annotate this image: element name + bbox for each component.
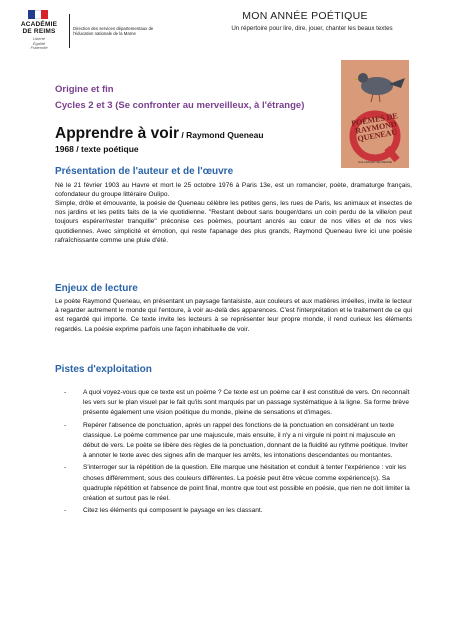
header-subtitle: Un répertoire pour lire, dire, jouer, chanter les beaux textes: [231, 25, 393, 32]
list-item: [64, 421, 412, 462]
header-divider: [69, 14, 70, 48]
work-date: 1968 / texte poétique: [55, 144, 139, 154]
section-title-pistes: Pistes d'exploitation: [55, 364, 152, 375]
section-title-presentation: Présentation de l'auteur et de l'œuvre: [55, 166, 234, 177]
bullet-dash: -: [64, 421, 67, 429]
list-item-text: Repérer l'absence de ponctuation, après un rappel des fonctions de la ponctuation en considérant un texte classique. Le poème commence par une majuscule, mais ensuite, il n'y a ni virgule ni point ni majuscule en début de vers. Le poète se libère des règles de la ponctuation, donnant de la fluidité au rythme poétique. Inviter à annoter le texte avec des signes afin de marquer les arrêts, les intonations descendantes ou montantes.: [83, 421, 408, 460]
presentation-paragraph-2: Simple, drôle et émouvante, la poésie de Queneau célèbre les petites gens, les rues de Paris, les animaux et insectes de nos jardins et les petits faits de la vie quotidienne. "Restant debout sans bouger/dans un coin perdu de la ville/on peut toujours espérer/rester tranquille" préconise ces poèmes, pourtant ancrés au cœur de nos villes et de nos vies quotidiennes. Avec simplicité et émotion, qui reste l'apanage des plus grands, Raymond Queneau livre ici une poésie rafraîchissante comme une pluie d'été.: [55, 200, 412, 244]
bullet-dash: -: [64, 464, 67, 472]
work-title-text: Apprendre à voir: [55, 125, 180, 142]
list-item-text: S'interroger sur la répétition de la question. Elle marque une hésitation et conduit à tenter l'expérience : voir les choses différemment, sous des couleurs différentes. La poésie peut être vécue comme expérience(s). Sa quadruple répétition et l'absence de point final, montre que tout est possible en poésie, que rien ne doit limiter la création et surtout pas le réel.: [83, 464, 410, 503]
list-item-text: Citez les éléments qui composent le paysage en les classant.: [83, 507, 263, 515]
book-cover-image: [341, 60, 409, 168]
work-author: / Raymond Queneau: [179, 130, 264, 140]
category-cycles: Cycles 2 et 3 (Se confronter au merveilleux, à l'étrange): [55, 100, 305, 111]
header-title: MON ANNÉE POÉTIQUE: [242, 10, 368, 22]
list-item: [64, 506, 412, 516]
list-item-text: A quoi voyez-vous que ce texte est un poème ? Ce texte est un poème car il est constitué de vers. On reconnaît les vers sur le plan visuel par le fait qu'ils sont marqués par un passage systématique à la ligne. Sa forme brève présente également une vision poétique du monde, pleine de sensations et d'images.: [83, 389, 410, 417]
enjeux-paragraph: Le poète Raymond Queneau, en présentant un paysage fantaisiste, aux couleurs et aux matières irréelles, invite le lecteur à regarder autrement le monde qui l'entoure, à voir au-delà des apparences. C'est l'interprétation et le traitement de ce qui est regardé qui importe. Ce texte invite les lecteurs à se représenter leur propre monde, il rend curieux les éléments regardés. La poésie exprime parfois une façon inhabituelle de voir.: [55, 298, 412, 333]
direction-label: Direction des services départementaux de l'éducation nationale de la Marne: [73, 26, 154, 37]
work-title: [55, 125, 335, 143]
page-header: [0, 0, 450, 60]
book-cover-title: POÈMES DE RAYMOND QUENEAU: [350, 111, 399, 144]
logo-title: ACADÉMIE DE REIMS: [20, 21, 58, 35]
bullet-dash: -: [64, 389, 67, 396]
logo-motto: Liberté Égalité Fraternité: [30, 36, 48, 50]
french-flag-icon: [28, 10, 48, 19]
category-theme: Origine et fin: [55, 84, 114, 95]
book-cover-publisher: GALLIMARD JEUNESSE: [357, 160, 392, 164]
academie-logo: [12, 10, 66, 60]
list-item: [64, 388, 412, 419]
bullet-dash: -: [64, 507, 67, 515]
list-item: [64, 463, 412, 504]
pistes-list: [64, 388, 412, 518]
section-title-enjeux: Enjeux de lecture: [55, 283, 138, 294]
presentation-paragraph-1: Né le 21 février 1903 au Havre et mort le 25 octobre 1976 à Paris 13e, est un romancier, poète, dramaturge français, cofondateur du groupe littéraire Oulipo.: [55, 182, 412, 199]
